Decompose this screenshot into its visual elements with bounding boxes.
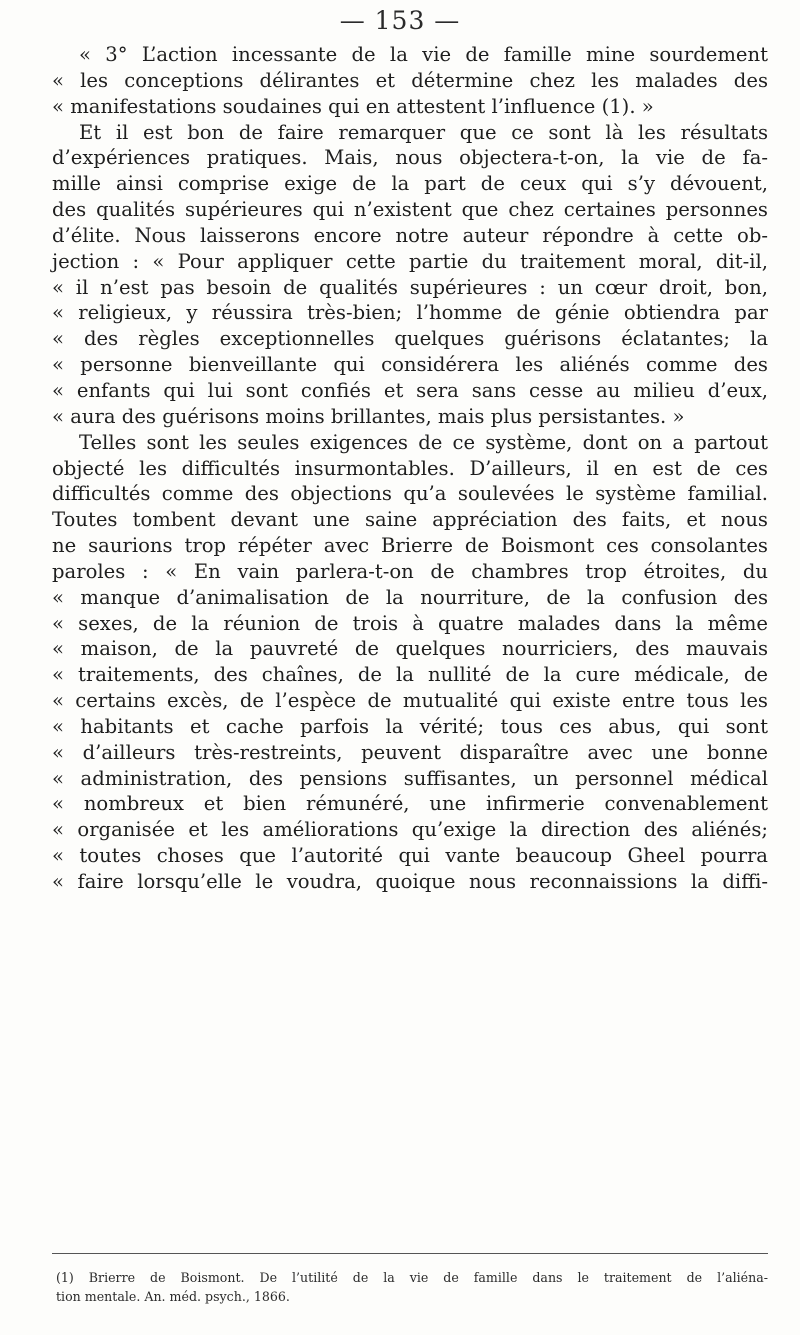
text-line: « toutes choses que l’autorité qui vante beaucoup Gheel pourra (52, 844, 768, 868)
footnote (56, 1268, 768, 1306)
text-line: « traitements, des chaînes, de la nullité de la cure médicale, de (52, 663, 768, 687)
text-line: « organisée et les améliorations qu’exige la direction des aliénés; (52, 818, 768, 842)
text-line: « faire lorsqu’elle le voudra, quoique nous reconnaissions la diffi- (52, 870, 768, 893)
footnote-line: tion mentale. An. méd. psych., 1866. (56, 1289, 290, 1304)
text-line: « 3° L’action incessante de la vie de famille mine sourdement (79, 43, 768, 66)
text-line: Et il est bon de faire remarquer que ce sont là les résultats (79, 120, 768, 144)
text-line: objecté les difficultés insurmontables. D’ailleurs, il en est de ces (52, 456, 768, 480)
footnote-line: (1) Brierre de Boismont. De l’utilité de la vie de famille dans le traitement de l’aliéna- (56, 1270, 768, 1285)
text-line: « habitants et cache parfois la vérité; tous ces abus, qui sont (52, 714, 768, 738)
text-line: « des règles exceptionnelles quelques guérisons éclatantes; la (52, 327, 768, 351)
text-line: des qualités supérieures qui n’existent que chez certaines personnes (52, 198, 768, 222)
text-line: « manifestations soudaines qui en attestent l’influence (1). » (52, 94, 654, 118)
body-text (52, 42, 768, 895)
text-line: « personne bienveillante qui considérera les aliénés comme des (52, 353, 768, 377)
text-line: « les conceptions délirantes et détermine chez les malades des (52, 68, 768, 92)
text-line: d’élite. Nous laisserons encore notre auteur répondre à cette ob- (52, 223, 768, 247)
text-line: « sexes, de la réunion de trois à quatre malades dans la même (52, 611, 768, 635)
text-line: « religieux, y réussira très-bien; l’homme de génie obtiendra par (52, 301, 768, 325)
text-line: Toutes tombent devant une saine appréciation des faits, et nous (52, 508, 768, 532)
text-line: « enfants qui lui sont confiés et sera sans cesse au milieu d’eux, (52, 378, 768, 402)
text-line: « d’ailleurs très-restreints, peuvent disparaître avec une bonne (52, 740, 768, 764)
text-line: « certains excès, de l’espèce de mutualité qui existe entre tous les (52, 689, 768, 713)
text-line: « maison, de la pauvreté de quelques nourriciers, des mauvais (52, 637, 768, 661)
text-line: Telles sont les seules exigences de ce système, dont on a partout (79, 430, 768, 454)
page-number: — 153 — (339, 6, 461, 35)
text-line: « nombreux et bien rémunéré, une infirmerie convenablement (52, 792, 768, 816)
text-line: « manque d’animalisation de la nourriture, de la confusion des (52, 585, 768, 609)
text-line: d’expériences pratiques. Mais, nous objectera-t-on, la vie de fa- (52, 146, 768, 170)
text-line: difficultés comme des objections qu’a soulevées le système familial. (52, 482, 768, 506)
text-line: ne saurions trop répéter avec Brierre de Boismont ces consolantes (52, 534, 768, 558)
text-line: « aura des guérisons moins brillantes, mais plus persistantes. » (52, 404, 685, 428)
text-line: paroles : « En vain parlera-t-on de chambres trop étroites, du (52, 559, 768, 583)
text-line: mille ainsi comprise exige de la part de ceux qui s’y dévouent, (52, 172, 768, 196)
text-line: « administration, des pensions suffisantes, un personnel médical (52, 766, 768, 790)
text-line: « il n’est pas besoin de qualités supérieures : un cœur droit, bon, (52, 275, 768, 299)
text-line: jection : « Pour appliquer cette partie du traitement moral, dit-il, (52, 249, 768, 273)
footnote-separator (52, 1253, 768, 1254)
